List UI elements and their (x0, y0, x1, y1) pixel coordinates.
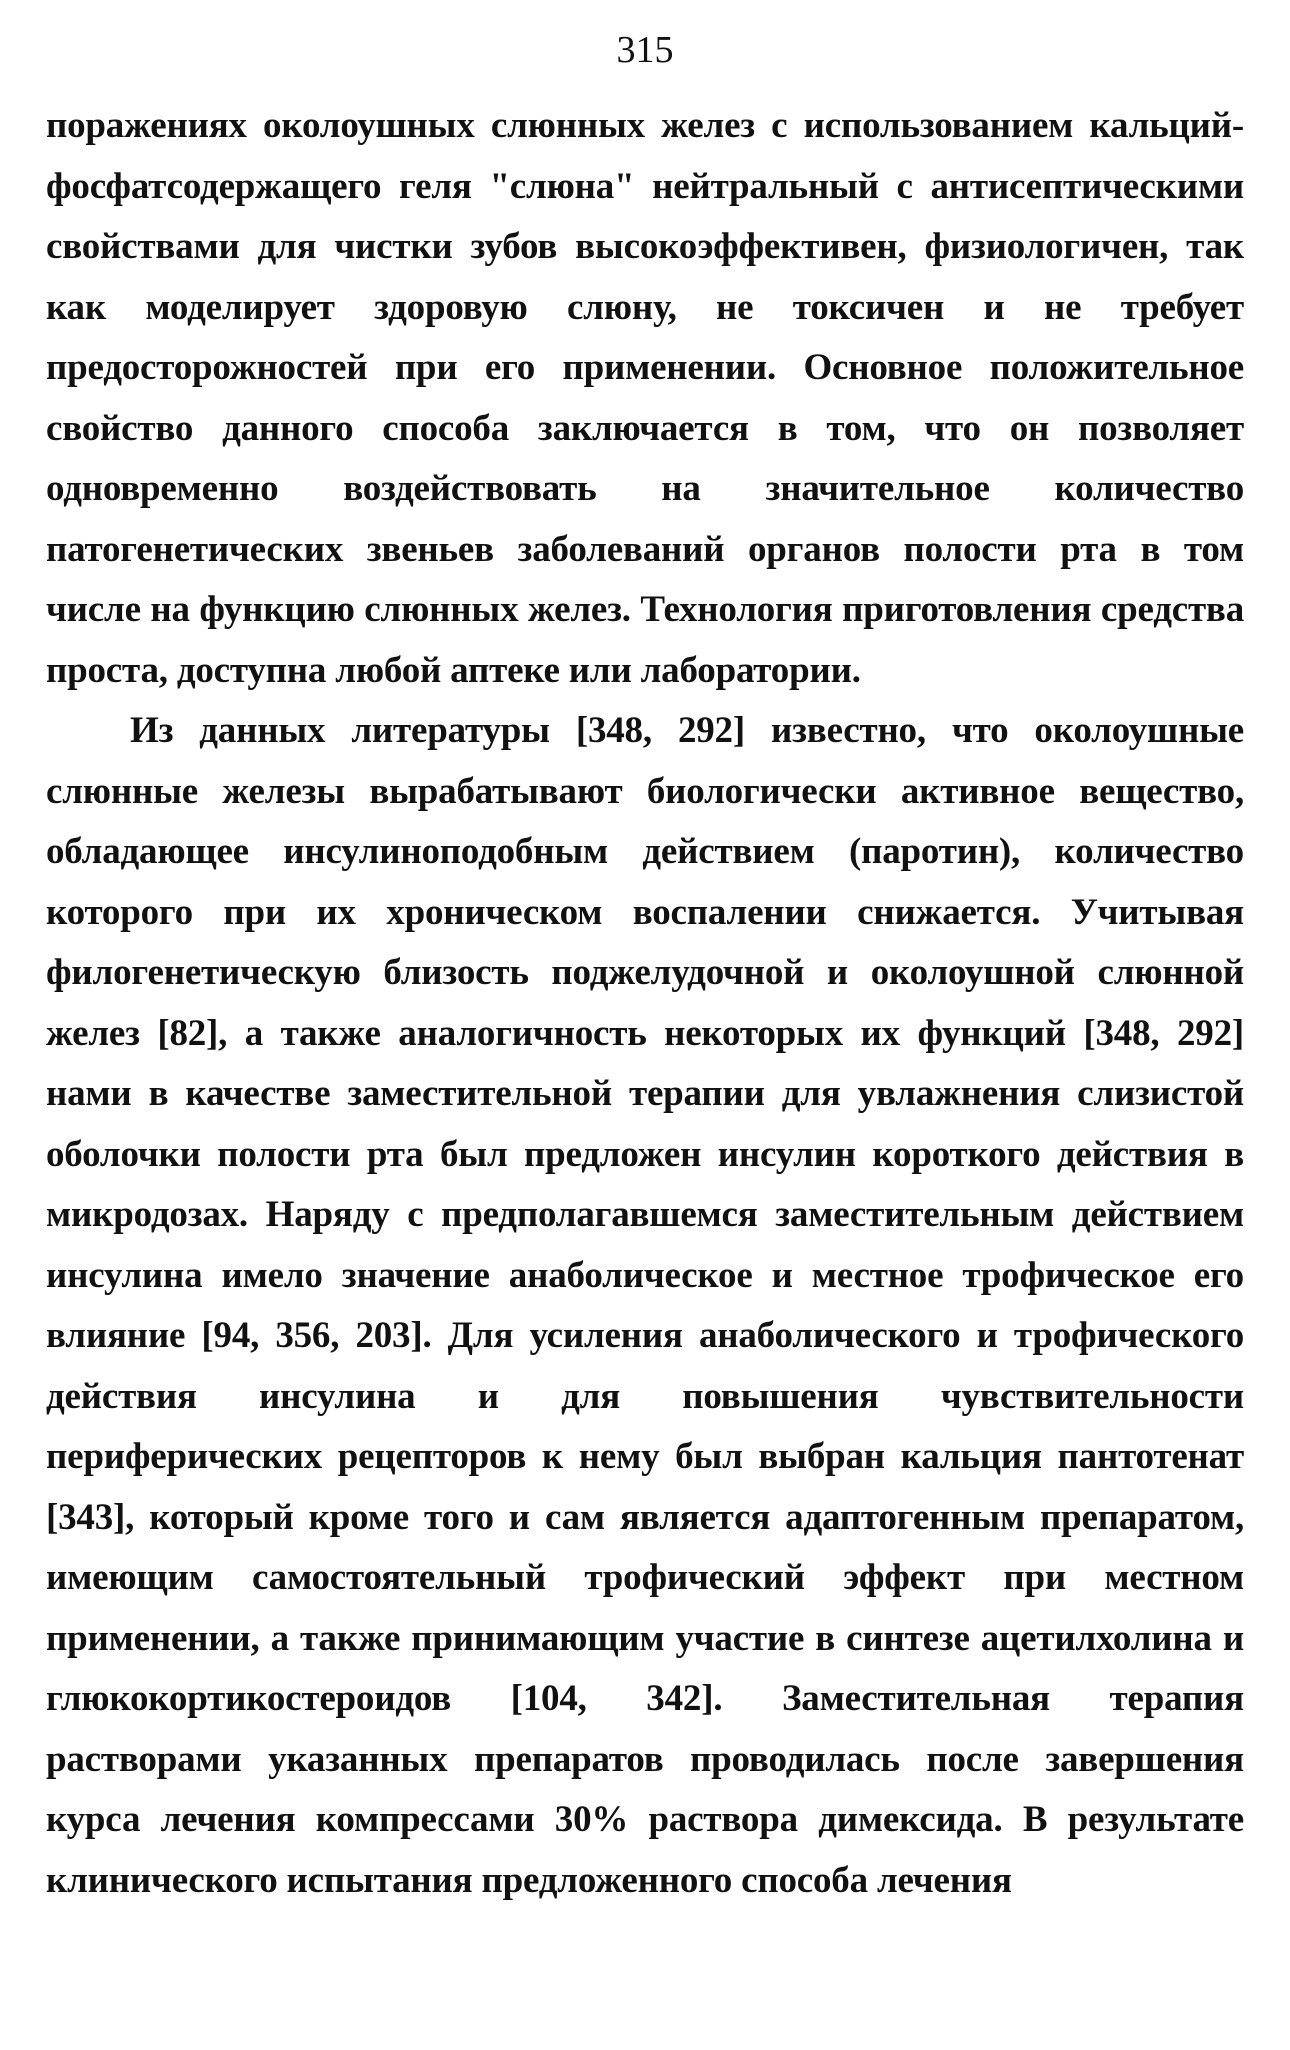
paragraph-literature: Из данных литературы [348, 292] известно, что околоушные слюнные железы вырабатывают биологически активное вещество, обладающее инсулиноподобным действием (паротин), количество которого при их хроническом воспалении снижается. Учитывая филогенетическую близость поджелудочной и околоушной слюнной желез [82], а также аналогичность некоторых их функций [348, 292] нами в качестве заместительной терапии для увлажнения слизистой оболочки полости рта был предложен инсулин короткого действия в микродозах. Наряду с предполагавшемся заместительным действием инсулина имело значение анаболическое и местное трофическое его влияние [94, 356, 203]. Для усиления анаболического и трофического действия инсулина и для повышения чувствительности периферических рецепторов к нему был выбран кальция пантотенат [343], который кроме того и сам является адаптогенным препаратом, имеющим самостоятельный трофический эффект при местном применении, а также принимающим участие в синтезе ацетилхолина и глюкокортикостероидов [104, 342]. Заместительная терапия растворами указанных препаратов проводилась после завершения курса лечения компрессами 30% раствора димексида. В результате клинического испытания предложенного способа лечения (46, 710, 1244, 1901)
paragraph-continuation: поражениях околоушных слюнных желез с использованием кальций-фосфатсодержащего геля "слюна" нейтральный с антисептическими свойствами для чистки зубов высокоэффективен, физиологичен, так как моделирует здоровую слюну, не токсичен и не требует предосторожностей при его применении. Основное положительное свойство данного способа заключается в том, что он позволяет одновременно воздействовать на значительное количество патогенетических звеньев заболеваний органов полости рта в том числе на функцию слюнных желез. Технология приготовления средства проста, доступна любой аптеке или лаборатории. (46, 105, 1244, 691)
page-number: 315 (616, 29, 674, 71)
body-text (46, 96, 1244, 1911)
